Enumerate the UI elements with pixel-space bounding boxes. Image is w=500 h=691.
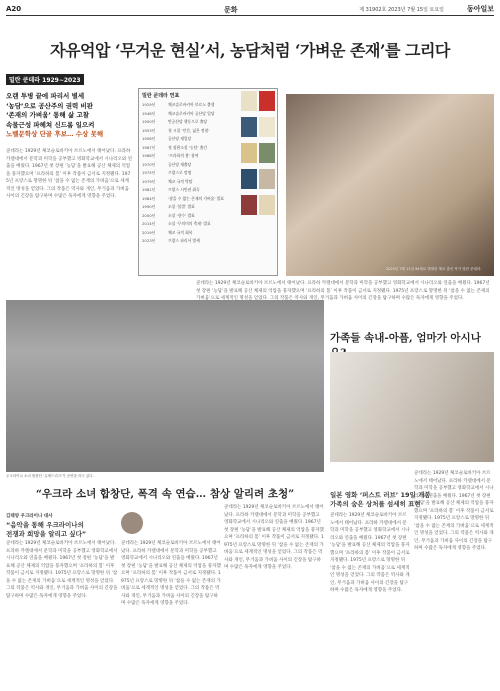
issue-date: 제 31902호 2023년 7월 15일 토요일 — [359, 7, 444, 13]
newspaper-logo: 동아일보 — [466, 4, 494, 13]
article-continued: 쿤데라는 1929년 체코슬로바키아 브르노에서 태어났다. 프라하 카렐대에서 문학과 미학을 공부했고 영화학교에서 시나리오와 연출을 배웠다. 1967년 첫 장편 ‘농담’을 발표해 공산 체제의 억압을 풍자했으며 ‘프라하의 봄’ 이후 작품이 금서로 지정됐다. 1975년 프랑스로 망명한 뒤 ‘참을 수 없는 존재의 가벼움’으로 세계적인 명성을 얻었다. 그의 작품은 역사와 개인, 무거움과 가벼움 사이의 긴장을 탐구하며 수많은 독자에게 영향을 주었다. — [196, 281, 490, 300]
section-name: 문화 — [224, 6, 238, 14]
timeline-year: 2014년 — [142, 221, 156, 226]
interview-body: 쿤데라는 1929년 체코슬로바키아 브르노에서 태어났다. 프라하 카렐대에서 문학과 미학을 공부했고 영화학교에서 시나리오와 연출을 배웠다. 1967년 첫 장편 ‘농담’을 발표해 공산 체제의 억압을 풍자했으며 ‘프라하의 봄’ 이후 작품이 금서로 지정됐다. 1975년 프랑스로 망명한 뒤 ‘참을 수 없는 존재의 가벼움’으로 세계적인 명성을 얻었다. 그의 작품은 역사와 개인, 무거움과 가벼움 사이의 긴장을 탐구하며 수많은 독자에게 영향을 주었다. — [121, 541, 221, 606]
timeline-event: ‘프라하의 봄’ 참여 — [168, 153, 199, 158]
timeline-event: 프랑스 시민권 취득 — [168, 187, 200, 192]
film-body: 쿤데라는 1929년 체코슬로바키아 브르노에서 태어났다. 프라하 카렐대에서 문학과 미학을 공부했고 영화학교에서 시나리오와 연출을 배웠다. 1967년 첫 장편 ‘농담’을 발표해 공산 체제의 억압을 풍자했으며 ‘프라하의 봄’ 이후 작품이 금서로 지정됐다. 1975년 프랑스로 망명한 뒤 ‘참을 수 없는 존재의 가벼움’으로 세계적인 명성을 얻었다. 그의 작품은 역사와 개인, 무거움과 가벼움 사이의 긴장을 탐구하며 수많은 독자에게 영향을 주었다. — [330, 513, 410, 593]
timeline-year: 1956년 — [142, 136, 156, 141]
timeline-event: 체코슬로바키아 공산당 입당 — [168, 110, 215, 116]
timeline-year: 2019년 — [142, 229, 156, 235]
timeline-year: 1970년 — [142, 161, 156, 167]
timeline-event: 공산당 재입당 — [168, 136, 192, 141]
timeline-year: 1929년 — [142, 102, 156, 107]
timeline-event: 프랑스로 망명 — [168, 170, 192, 175]
book-cover — [259, 91, 275, 111]
page-header — [6, 4, 494, 16]
timeline-event: 소설 ‘불멸’ 발표 — [168, 204, 195, 209]
photo-caption: 2023년 7월 11일 94세로 별세한 체코 출신 작가 밀란 쿤데라. — [386, 267, 482, 271]
lead-line: 노벨문학상 단골 후보… 수상 못해 — [6, 130, 104, 138]
timeline-year: 1979년 — [142, 178, 156, 184]
quote-line: “음악을 통해 우크라이나의 — [6, 521, 84, 529]
timeline-row — [142, 220, 274, 229]
interview-body: 쿤데라는 1929년 체코슬로바키아 브르노에서 태어났다. 프라하 카렐대에서 문학과 미학을 공부했고 영화학교에서 시나리오와 연출을 배웠다. 1967년 첫 장편 ‘농담’을 발표해 공산 체제의 억압을 풍자했으며 ‘프라하의 봄’ 이후 작품이 금서로 지정됐다. 1975년 프랑스로 망명한 뒤 ‘참을 수 없는 존재의 가벼움’으로 세계적인 명성을 얻었다. 그의 작품은 역사와 개인, 무거움과 가벼움 사이의 긴장을 탐구하며 수많은 독자에게 영향을 주었다. — [6, 541, 118, 599]
timeline-event: 첫 시집 ‘인간, 넓은 정원’ — [168, 127, 210, 133]
article-column: 쿤데라는 1929년 체코슬로바키아 브르노에서 태어났다. 프라하 카렐대에서 문학과 미학을 공부했고 영화학교에서 시나리오와 연출을 배웠다. 1967년 첫 장편 ‘농담’을 발표해 공산 체제의 억압을 풍자했으며 ‘프라하의 봄’ 이후 작품이 금서로 지정됐다. 1975년 프랑스로 망명한 뒤 ‘참을 수 없는 존재의 가벼움’으로 세계적인 명성을 얻었다. 그의 작품은 역사와 개인, 무거움과 가벼움 사이의 긴장을 탐구하며 수많은 독자에게 영향을 주었다. — [6, 149, 132, 199]
timeline-event: 체코 국적 박탈 — [168, 178, 193, 184]
book-cover — [241, 195, 257, 215]
timeline-event: 공산당 재출당 — [168, 161, 192, 167]
family-headline: 가족들 속내-아픔, 엄마가 아시나 — [330, 332, 481, 344]
lead-line: 속물근성 파헤쳐 신드롬 일으켜 — [6, 120, 95, 129]
book-cover — [259, 143, 275, 163]
timeline-year: 1948년 — [142, 110, 156, 116]
series-tag: 밀란 쿤데라 1929∼2023 — [6, 74, 84, 85]
timeline-year: 2000년 — [142, 212, 156, 218]
timeline-event: 첫 장편소설 ‘농담’ 출간 — [168, 144, 208, 150]
book-cover — [241, 143, 257, 163]
sub-line: 가족의 숨은 상처를 섬세히 표현 — [330, 500, 421, 508]
book-cover — [259, 117, 275, 137]
book-covers — [240, 90, 278, 220]
timeline-title: 밀란 쿤데라 연표 — [142, 93, 180, 99]
lead-line: ‘존재의 가벼움’ 통해 삶 고찰 — [6, 111, 90, 119]
book-cover — [241, 117, 257, 137]
interviewee-portrait — [121, 512, 143, 534]
main-headline: 자유억압 ‘무거운 현실’서, 농담처럼 ‘가벼운 존재’를 그리다 — [50, 41, 450, 60]
film-body: 쿤데라는 1929년 체코슬로바키아 브르노에서 태어났다. 프라하 카렐대에서 문학과 미학을 공부했고 영화학교에서 시나리오와 연출을 배웠다. 1967년 첫 장편 ‘농담’을 발표해 공산 체제의 억압을 풍자했으며 ‘프라하의 봄’ 이후 작품이 금서로 지정됐다. 1975년 프랑스로 망명한 뒤 ‘참을 수 없는 존재의 가벼움’으로 세계적인 명성을 얻었다. 그의 작품은 역사와 개인, 무거움과 가벼움 사이의 긴장을 탐구하며 수많은 독자에게 영향을 주었다. — [414, 471, 494, 551]
sub-line: 일본 영화 ‘퍼스트 러브’ 19일 개봉 — [330, 491, 431, 499]
choir-photo — [6, 300, 324, 472]
lead-line: 오랜 투병 끝에 파리서 별세 — [6, 92, 85, 100]
timeline-event: 체코 국적 회복 — [168, 229, 193, 235]
kundera-photo — [286, 94, 494, 276]
timeline-event: 체코슬로바키아 브르노 출생 — [168, 102, 215, 107]
interview-byline: 김태양 우크라이나 대사 — [6, 514, 53, 519]
timeline-event: ‘참을 수 없는 존재의 가벼움’ 발표 — [168, 195, 225, 201]
timeline-year: 1984년 — [142, 195, 156, 201]
timeline-year: 2023년 — [142, 238, 156, 243]
timeline-event: 반공산당 행동으로 출당 — [168, 119, 208, 124]
book-cover — [259, 169, 275, 189]
timeline-row — [142, 237, 274, 246]
timeline-year: 1975년 — [142, 170, 156, 175]
timeline-event: 프랑스 파리서 별세 — [168, 238, 200, 243]
quote-line: 전쟁과 희망을 알리고 싶다” — [6, 530, 87, 538]
timeline-year: 1950년 — [142, 119, 156, 124]
family-photo — [330, 352, 494, 462]
book-cover — [241, 169, 257, 189]
interview-quote — [6, 512, 118, 539]
book-cover — [241, 91, 257, 111]
choir-headline: “우크라 소녀 합창단, 폭격 속 연습… 참상 알리려 초청” — [35, 488, 295, 500]
page-number: A20 — [6, 5, 22, 13]
timeline-event: 소설 ‘무의미의 축제’ 발표 — [168, 221, 211, 226]
interview-body: 쿤데라는 1929년 체코슬로바키아 브르노에서 태어났다. 프라하 카렐대에서 문학과 미학을 공부했고 영화학교에서 시나리오와 연출을 배웠다. 1967년 첫 장편 ‘농담’을 발표해 공산 체제의 억압을 풍자했으며 ‘프라하의 봄’ 이후 작품이 금서로 지정됐다. 1975년 프랑스로 망명한 뒤 ‘참을 수 없는 존재의 가벼움’으로 세계적인 명성을 얻었다. 그의 작품은 역사와 개인, 무거움과 가벼움 사이의 긴장을 탐구하며 수많은 독자에게 영향을 주었다. — [224, 505, 324, 570]
timeline-year: 1981년 — [142, 187, 156, 192]
timeline-event: 소설 ‘향수’ 발표 — [168, 212, 195, 218]
timeline-year: 1968년 — [142, 153, 156, 158]
photo-caption: 우크라이나 소녀 합창단 ‘슈체드리크’가 공연을 하고 있다. — [6, 474, 94, 478]
timeline-year: 1990년 — [142, 204, 156, 209]
timeline-year: 1967년 — [142, 144, 156, 150]
lead-summary — [6, 92, 132, 140]
book-cover — [259, 195, 275, 215]
lead-line: ‘농담’으로 공산주의 권력 비판 — [6, 101, 94, 110]
timeline-row — [142, 229, 274, 238]
timeline-year: 1953년 — [142, 127, 156, 133]
